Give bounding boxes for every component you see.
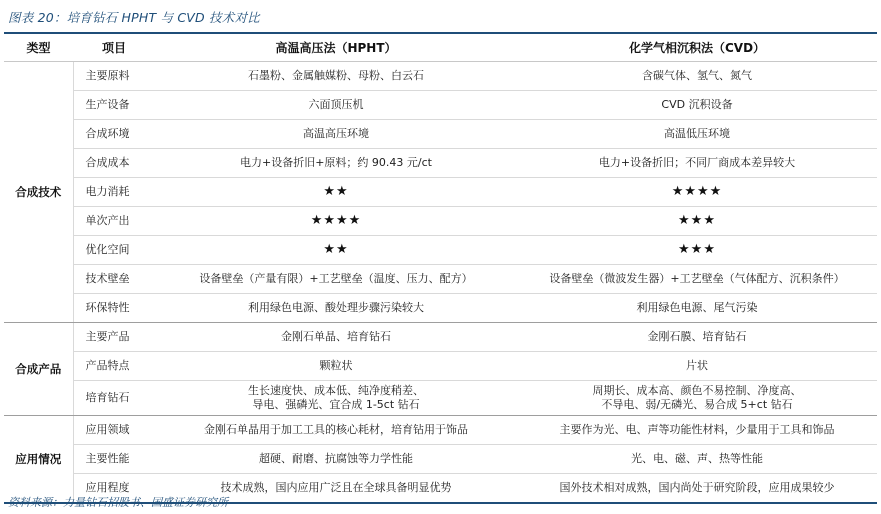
row-item: 培育钻石 xyxy=(73,381,155,416)
star-rating: ★★ xyxy=(155,178,517,207)
table-row xyxy=(4,352,877,381)
row-item: 产品特点 xyxy=(73,352,155,381)
table-row xyxy=(4,91,877,120)
cvd-line-2: 不导电、弱/无磷光、易合成 5+ct 钻石 xyxy=(601,398,793,411)
row-item: 合成成本 xyxy=(73,149,155,178)
cvd-cell: 设备壁垒（微波发生器）+工艺壁垒（气体配方、沉积条件） xyxy=(517,265,877,294)
hpht-cell: 金刚石单晶、培育钻石 xyxy=(155,323,517,352)
cvd-cell: 电力+设备折旧；不同厂商成本差异较大 xyxy=(517,149,877,178)
star-rating: ★★ xyxy=(155,236,517,265)
table-row xyxy=(4,62,877,91)
cvd-cell: 片状 xyxy=(517,352,877,381)
cvd-cell: 含碳气体、氢气、氮气 xyxy=(517,62,877,91)
row-item: 电力消耗 xyxy=(73,178,155,207)
table-row xyxy=(4,445,877,474)
cvd-cell: CVD 沉积设备 xyxy=(517,91,877,120)
table-row xyxy=(4,120,877,149)
row-item: 应用领域 xyxy=(73,416,155,445)
hpht-cell: 电力+设备折旧+原料；约 90.43 元/ct xyxy=(155,149,517,178)
hpht-line-2: 导电、强磷光、宜合成 1-5ct 钻石 xyxy=(252,398,420,411)
row-item: 合成环境 xyxy=(73,120,155,149)
hpht-cell: 石墨粉、金属触媒粉、母粉、白云石 xyxy=(155,62,517,91)
table-row xyxy=(4,323,877,352)
hpht-cell: 超硬、耐磨、抗腐蚀等力学性能 xyxy=(155,445,517,474)
cvd-cell: 利用绿色电源、尾气污染 xyxy=(517,294,877,323)
hpht-cell: 技术成熟，国内应用广泛且在全球具备明显优势 xyxy=(155,474,517,504)
header-hpht: 高温高压法（HPHT） xyxy=(155,34,517,62)
star-rating: ★★★ xyxy=(517,207,877,236)
table-row xyxy=(4,265,877,294)
hpht-cell: 六面顶压机 xyxy=(155,91,517,120)
table-row xyxy=(4,416,877,445)
cvd-cell: 国外技术相对成熟，国内尚处于研究阶段，应用成果较少 xyxy=(517,474,877,504)
header-cvd: 化学气相沉积法（CVD） xyxy=(517,34,877,62)
row-item: 主要原料 xyxy=(73,62,155,91)
row-item: 单次产出 xyxy=(73,207,155,236)
cvd-line-1: 周期长、成本高、颜色不易控制、净度高、 xyxy=(592,384,802,397)
cvd-cell xyxy=(517,381,877,416)
table-row xyxy=(4,236,877,265)
star-rating: ★★★ xyxy=(517,236,877,265)
hpht-cell: 设备壁垒（产量有限）+工艺壁垒（温度、压力、配方） xyxy=(155,265,517,294)
table-row xyxy=(4,178,877,207)
row-item: 应用程度 xyxy=(73,474,155,504)
table-row xyxy=(4,207,877,236)
star-rating: ★★★★ xyxy=(155,207,517,236)
cvd-cell: 主要作为光、电、声等功能性材料，少量用于工具和饰品 xyxy=(517,416,877,445)
hpht-cell: 利用绿色电源、酸处理步骤污染较大 xyxy=(155,294,517,323)
row-item: 主要产品 xyxy=(73,323,155,352)
table-row xyxy=(4,381,877,416)
table-row xyxy=(4,294,877,323)
row-item: 生产设备 xyxy=(73,91,155,120)
category-synthesis-products: 合成产品 xyxy=(4,323,73,416)
row-item: 环保特性 xyxy=(73,294,155,323)
row-item: 技术壁垒 xyxy=(73,265,155,294)
header-row xyxy=(4,34,877,62)
hpht-cell: 金刚石单晶用于加工工具的核心耗材，培育钻用于饰品 xyxy=(155,416,517,445)
hpht-cell: 高温高压环境 xyxy=(155,120,517,149)
figure-caption: 图表 20：培育钻石 HPHT 与 CVD 技术对比 xyxy=(8,10,260,25)
hpht-cell: 颗粒状 xyxy=(155,352,517,381)
cvd-cell: 光、电、磁、声、热等性能 xyxy=(517,445,877,474)
hpht-line-1: 生长速度快、成本低、纯净度稍差、 xyxy=(248,384,424,397)
cvd-cell: 金刚石膜、培育钻石 xyxy=(517,323,877,352)
star-rating: ★★★★ xyxy=(517,178,877,207)
cvd-cell: 高温低压环境 xyxy=(517,120,877,149)
comparison-table xyxy=(4,34,877,504)
header-type: 类型 xyxy=(4,34,73,62)
category-synthesis-tech: 合成技术 xyxy=(4,62,73,323)
row-item: 主要性能 xyxy=(73,445,155,474)
table-row xyxy=(4,149,877,178)
hpht-cell xyxy=(155,381,517,416)
header-item: 项目 xyxy=(73,34,155,62)
category-application: 应用情况 xyxy=(4,416,73,504)
source-note: 资料来源：力量钻石招股书、国盛证券研究所 xyxy=(8,496,228,509)
row-item: 优化空间 xyxy=(73,236,155,265)
